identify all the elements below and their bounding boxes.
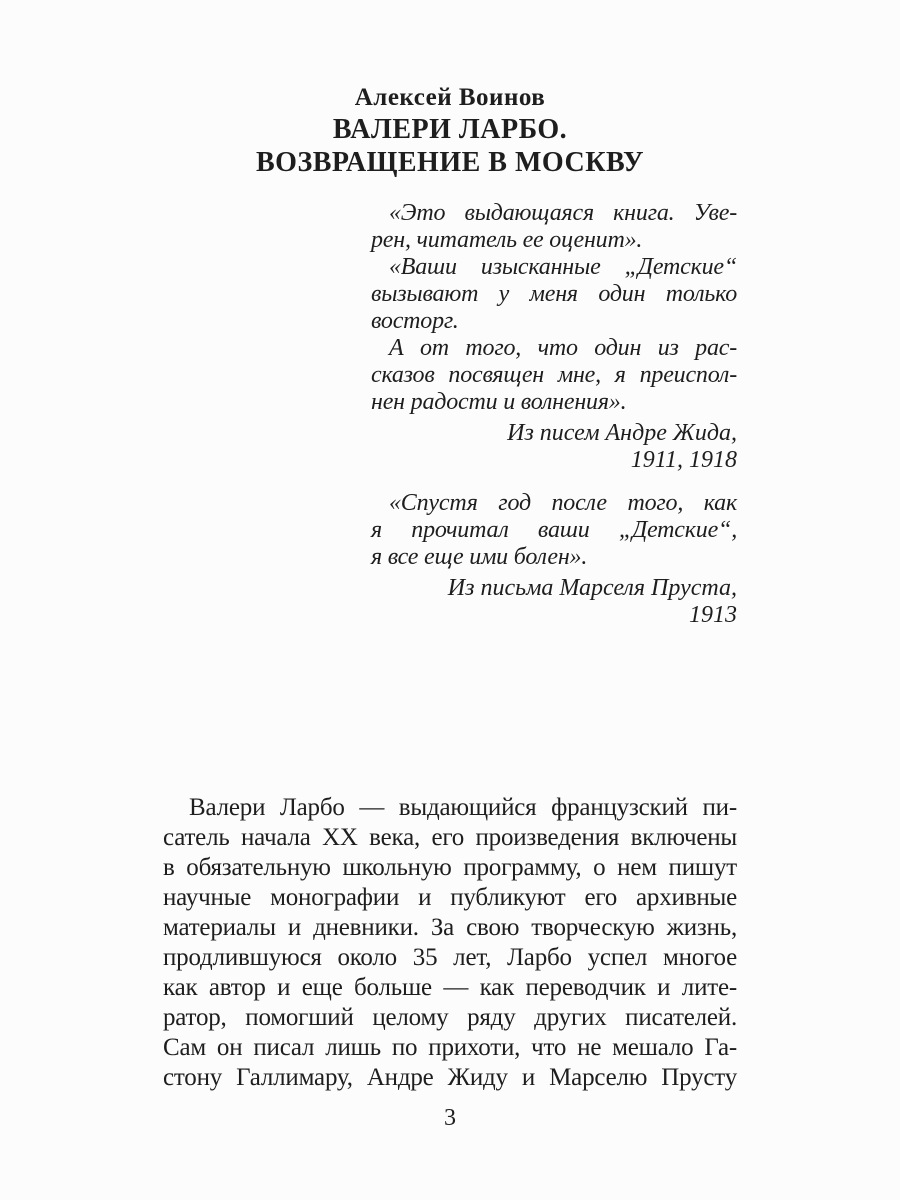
body-text-line: научные монографии и публикуют его архивные xyxy=(163,884,737,911)
epigraph-block xyxy=(371,200,737,474)
body-text-line: стону Галлимару, Андре Жиду и Марселю Прусту xyxy=(163,1064,737,1091)
body-text-line: материалы и дневники. За свою творческую жизнь, xyxy=(163,914,737,941)
attribution-line: 1913 xyxy=(689,602,737,628)
epigraph-line: я прочитал ваши „Детские“, xyxy=(371,517,737,543)
epigraph-line: «Это выдающаяся книга. Уве- xyxy=(389,200,737,226)
body-text-line: ратор, помогший целому ряду других писателей. xyxy=(163,1004,737,1031)
epigraph-block xyxy=(371,490,737,629)
epigraph-line: восторг. xyxy=(371,308,459,334)
book-title-line-1: ВАЛЕРИ ЛАРБО. xyxy=(332,114,568,145)
body-text-line: сатель начала XX века, его произведения включены xyxy=(163,824,737,851)
book-title-line-2: ВОЗВРАЩЕНИЕ В МОСКВУ xyxy=(255,147,644,178)
epigraph-line: я все еще ими болен». xyxy=(371,544,588,570)
body-text-line: Сам он писал лишь по прихоти, что не мешало Га- xyxy=(163,1034,737,1061)
epigraph-line: «Спустя год после того, как xyxy=(389,490,737,516)
attribution-line: Из письма Марселя Пруста, xyxy=(447,575,737,601)
page-number: 3 xyxy=(444,1105,456,1131)
author-name: Алексей Воинов xyxy=(354,84,546,111)
epigraph-line: вызывают у меня один только xyxy=(371,281,737,307)
epigraph-line: рен, читатель ее оценит». xyxy=(371,227,643,253)
epigraph-section xyxy=(163,200,737,629)
body-text xyxy=(163,793,737,1093)
epigraph-line: А от того, что один из рас- xyxy=(389,335,737,361)
epigraph-line: «Ваши изысканные „Детские“ xyxy=(389,254,737,280)
attribution-line: 1911, 1918 xyxy=(630,447,737,473)
epigraph-line: сказов посвящен мне, я преиспол- xyxy=(371,362,737,388)
text-column xyxy=(163,0,737,1093)
body-text-line: продлившуюся около 35 лет, Ларбо успел многое xyxy=(163,944,737,971)
epigraph-line: нен радости и волнения». xyxy=(371,389,627,415)
epigraph-attribution xyxy=(371,575,737,629)
body-text-line: как автор и еще больше — как переводчик и лите- xyxy=(163,974,737,1001)
body-text-line: Валери Ларбо — выдающийся французский пи- xyxy=(189,794,737,821)
body-text-line: в обязательную школьную программу, о нем пишут xyxy=(163,854,737,881)
epigraph-attribution xyxy=(371,420,737,474)
attribution-line: Из писем Андре Жида, xyxy=(507,420,737,446)
